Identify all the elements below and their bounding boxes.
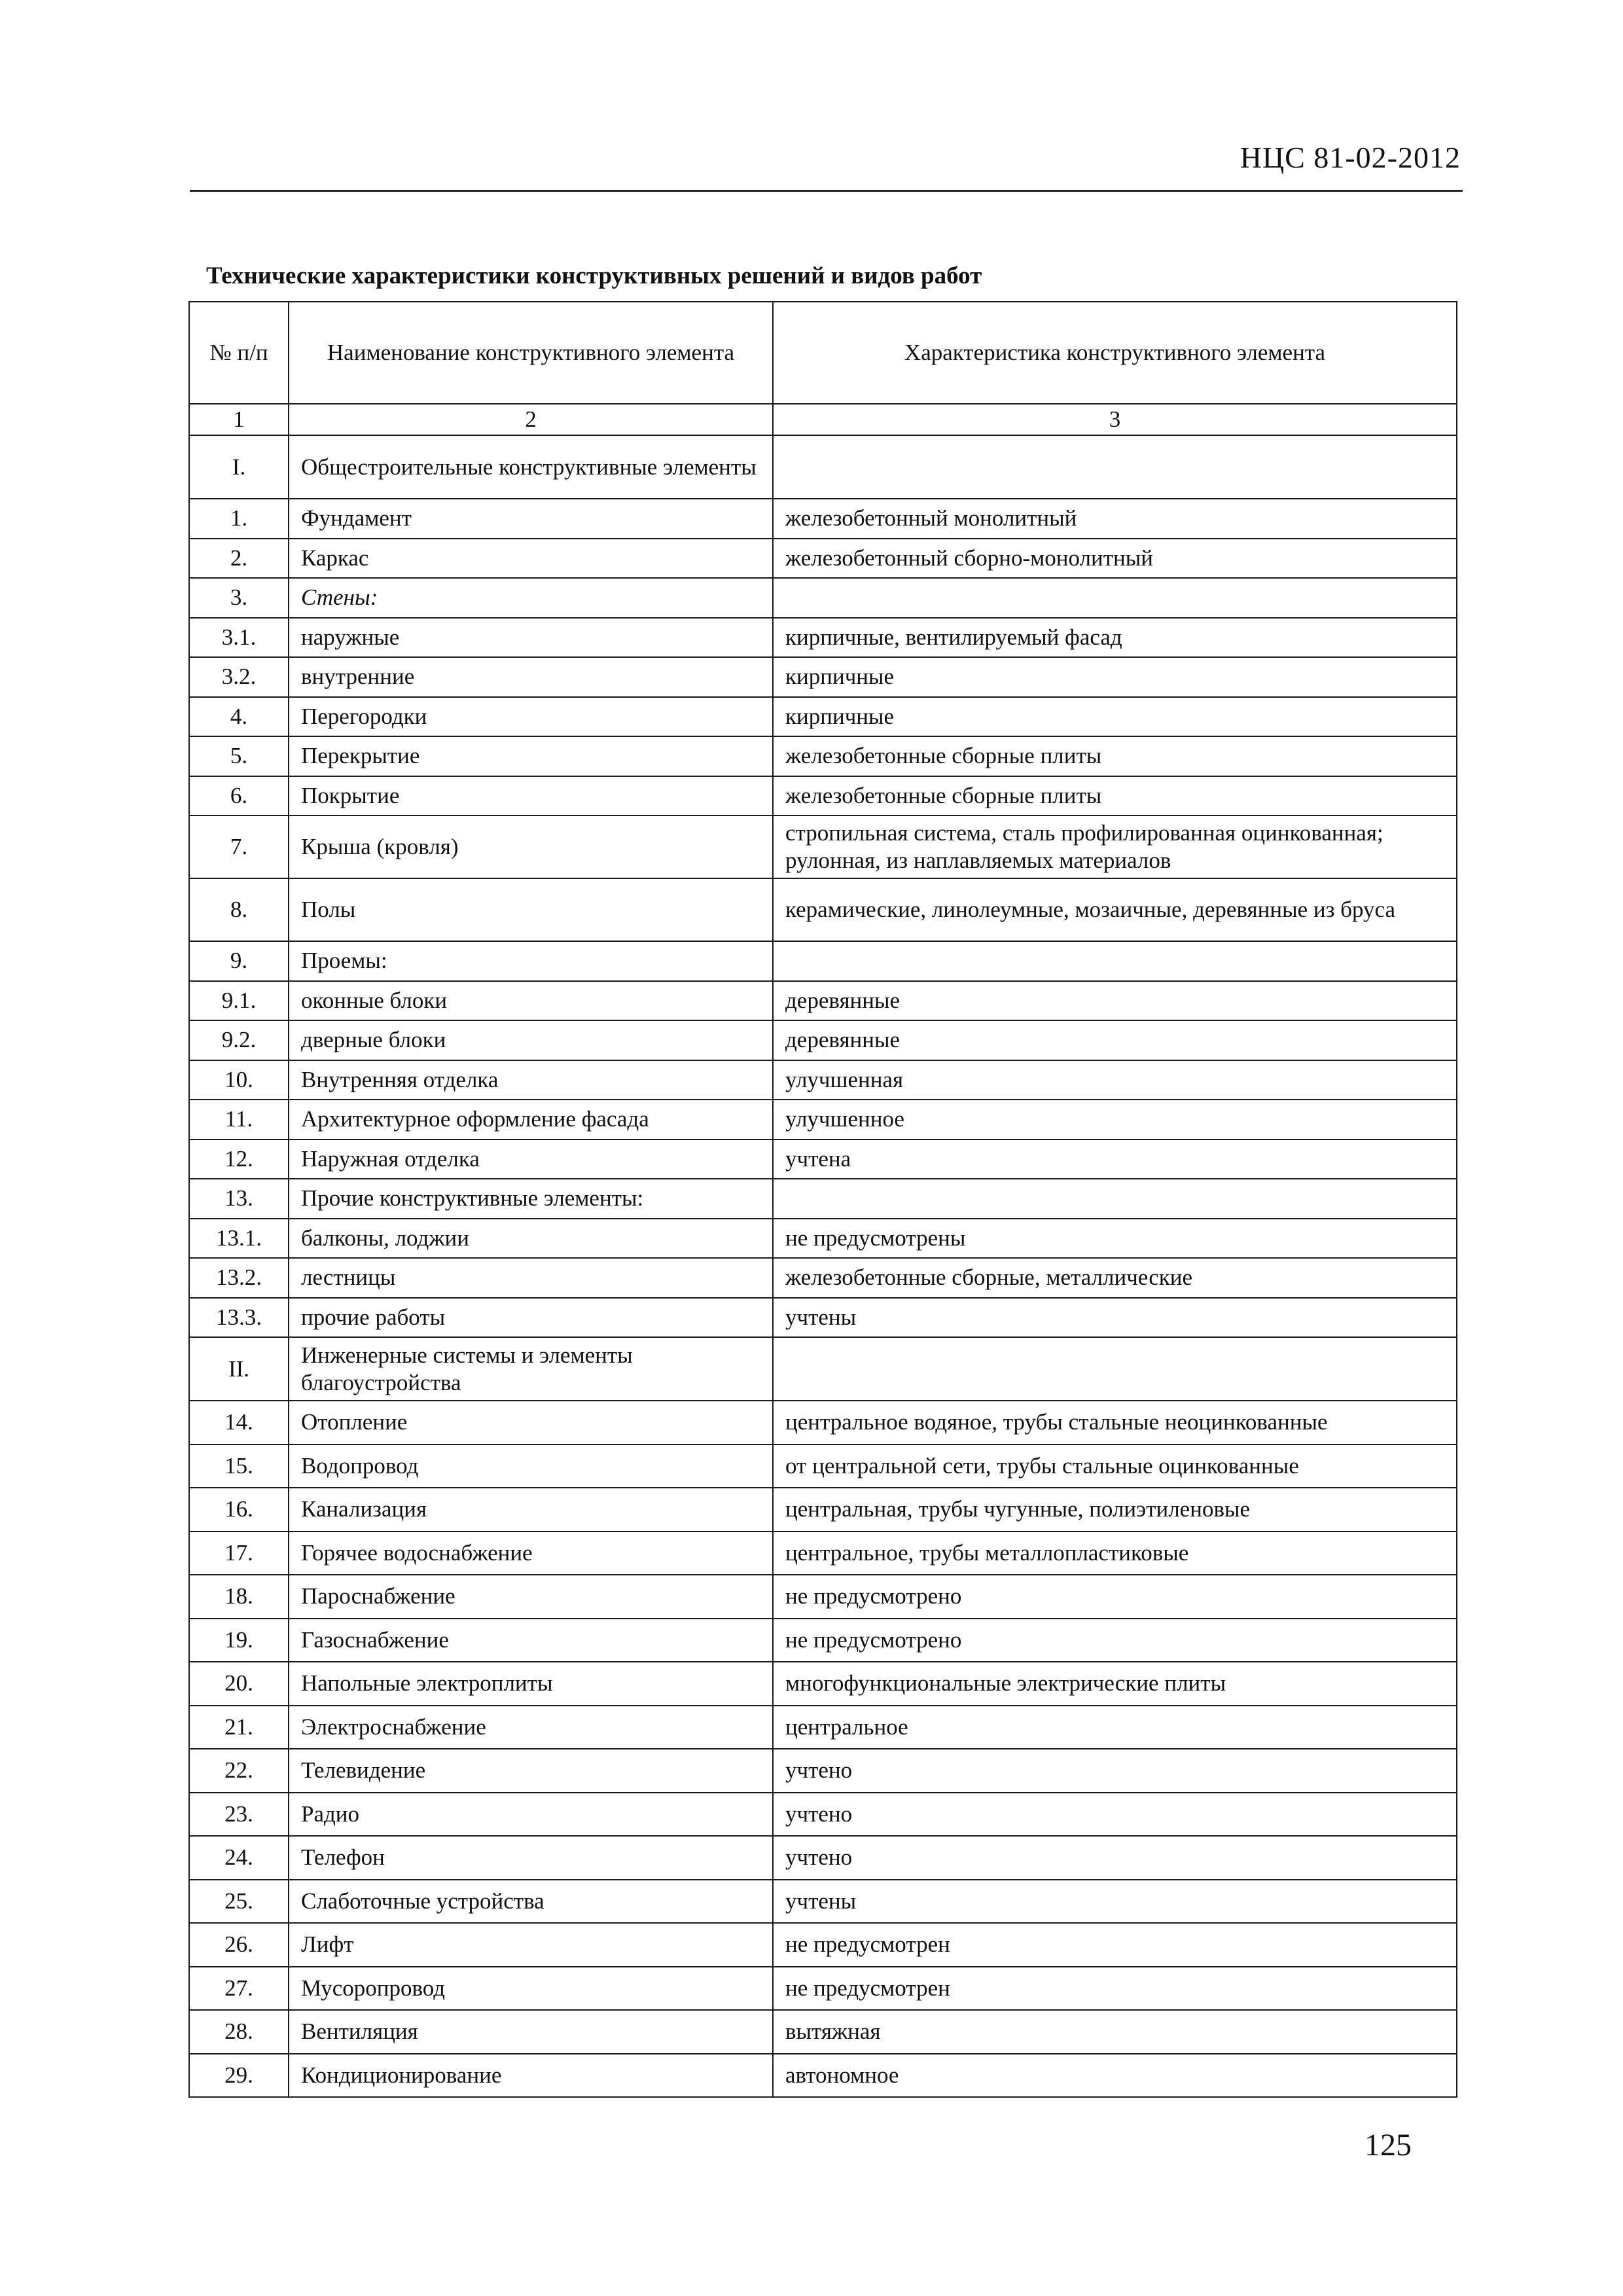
element-characteristic: не предусмотрены <box>773 1219 1457 1259</box>
row-number: 23. <box>189 1793 289 1837</box>
row-number: 3. <box>189 578 289 618</box>
element-characteristic: не предусмотрено <box>773 1619 1457 1662</box>
table-row <box>189 499 1457 539</box>
element-characteristic: деревянные <box>773 981 1457 1021</box>
element-name: прочие работы <box>289 1298 773 1338</box>
row-number: 18. <box>189 1575 289 1619</box>
element-name: Пароснабжение <box>289 1575 773 1619</box>
characteristics-table <box>188 301 1457 2098</box>
table-header-row <box>189 302 1457 404</box>
element-name: Водопровод <box>289 1444 773 1488</box>
table-row <box>189 539 1457 579</box>
element-characteristic: стропильная система, сталь профилированная оцинкованная; рулонная, из наплавляемых материалов <box>773 816 1457 878</box>
column-number: 2 <box>289 404 773 435</box>
row-number: 9.1. <box>189 981 289 1021</box>
row-number: 13.3. <box>189 1298 289 1338</box>
table-row <box>189 981 1457 1021</box>
element-characteristic: учтено <box>773 1793 1457 1837</box>
table-row <box>189 1880 1457 1924</box>
table-row <box>189 941 1457 981</box>
table-row <box>189 1706 1457 1749</box>
row-number: 17. <box>189 1532 289 1575</box>
table-row <box>189 1488 1457 1532</box>
table-row <box>189 1532 1457 1575</box>
row-number: 9.2. <box>189 1020 289 1060</box>
element-characteristic: центральное, трубы металлопластиковые <box>773 1532 1457 1575</box>
element-characteristic: центральная, трубы чугунные, полиэтиленовые <box>773 1488 1457 1532</box>
element-characteristic: центральное <box>773 1706 1457 1749</box>
column-number: 1 <box>189 404 289 435</box>
element-characteristic: деревянные <box>773 1020 1457 1060</box>
element-name: оконные блоки <box>289 981 773 1021</box>
header-name: Наименование конструктивного элемента <box>289 302 773 404</box>
element-characteristic: не предусмотрен <box>773 1967 1457 2011</box>
element-characteristic <box>773 1337 1457 1401</box>
table-row <box>189 1139 1457 1179</box>
table-row <box>189 1298 1457 1338</box>
element-characteristic: улучшенная <box>773 1060 1457 1100</box>
table-row <box>189 1258 1457 1298</box>
element-characteristic: учтено <box>773 1749 1457 1793</box>
row-number: 24. <box>189 1836 289 1880</box>
element-name: Горячее водоснабжение <box>289 1532 773 1575</box>
row-number: 8. <box>189 878 289 941</box>
element-name: Стены: <box>289 578 773 618</box>
table-row <box>189 618 1457 658</box>
table-row <box>189 1179 1457 1219</box>
element-name: Внутренняя отделка <box>289 1060 773 1100</box>
element-name: Телефон <box>289 1836 773 1880</box>
element-name: Напольные электроплиты <box>289 1662 773 1706</box>
element-characteristic: железобетонные сборные плиты <box>773 776 1457 816</box>
row-number: 10. <box>189 1060 289 1100</box>
element-name: Полы <box>289 878 773 941</box>
table-row <box>189 1836 1457 1880</box>
row-number: 13. <box>189 1179 289 1219</box>
row-number: 13.1. <box>189 1219 289 1259</box>
element-name: Перекрытие <box>289 736 773 776</box>
table-row <box>189 1337 1457 1401</box>
row-number: 7. <box>189 816 289 878</box>
element-characteristic: железобетонные сборные плиты <box>773 736 1457 776</box>
row-number: 25. <box>189 1880 289 1924</box>
row-number: 6. <box>189 776 289 816</box>
table-row <box>189 1662 1457 1706</box>
element-characteristic: учтена <box>773 1139 1457 1179</box>
table-row <box>189 1967 1457 2011</box>
table-row <box>189 2010 1457 2054</box>
element-characteristic: центральное водяное, трубы стальные неоцинкованные <box>773 1401 1457 1444</box>
page-number: 125 <box>1364 2128 1412 2162</box>
row-number: 19. <box>189 1619 289 1662</box>
element-characteristic <box>773 1179 1457 1219</box>
element-characteristic <box>773 435 1457 499</box>
element-name: Инженерные системы и элементы благоустройства <box>289 1337 773 1401</box>
table-row <box>189 697 1457 737</box>
element-name: Отопление <box>289 1401 773 1444</box>
header-number: № п/п <box>189 302 289 404</box>
element-name: Слаботочные устройства <box>289 1880 773 1924</box>
table-row <box>189 1060 1457 1100</box>
row-number: 2. <box>189 539 289 579</box>
row-number: 16. <box>189 1488 289 1532</box>
element-characteristic: керамические, линолеумные, мозаичные, деревянные из бруса <box>773 878 1457 941</box>
column-number: 3 <box>773 404 1457 435</box>
element-name: внутренние <box>289 657 773 697</box>
element-characteristic: учтено <box>773 1836 1457 1880</box>
element-name: Наружная отделка <box>289 1139 773 1179</box>
row-number: 29. <box>189 2054 289 2098</box>
row-number: 3.1. <box>189 618 289 658</box>
element-characteristic: кирпичные <box>773 697 1457 737</box>
element-name: Мусоропровод <box>289 1967 773 2011</box>
element-characteristic: автономное <box>773 2054 1457 2098</box>
table-row <box>189 657 1457 697</box>
row-number: I. <box>189 435 289 499</box>
table-row <box>189 1749 1457 1793</box>
table-row <box>189 435 1457 499</box>
element-name: Телевидение <box>289 1749 773 1793</box>
row-number: 14. <box>189 1401 289 1444</box>
table-row <box>189 776 1457 816</box>
table-row <box>189 1619 1457 1662</box>
element-name: Лифт <box>289 1923 773 1967</box>
column-numbers-row <box>189 404 1457 435</box>
row-number: 15. <box>189 1444 289 1488</box>
row-number: 28. <box>189 2010 289 2054</box>
row-number: 9. <box>189 941 289 981</box>
header-rule <box>190 190 1463 192</box>
element-characteristic: кирпичные <box>773 657 1457 697</box>
table-row <box>189 1923 1457 1967</box>
element-characteristic: учтены <box>773 1880 1457 1924</box>
element-name: Газоснабжение <box>289 1619 773 1662</box>
document-code: НЦС 81-02-2012 <box>1240 141 1461 174</box>
element-name: Канализация <box>289 1488 773 1532</box>
element-characteristic: железобетонный сборно-монолитный <box>773 539 1457 579</box>
table-row <box>189 1575 1457 1619</box>
element-characteristic: улучшенное <box>773 1100 1457 1139</box>
row-number: 13.2. <box>189 1258 289 1298</box>
row-number: 27. <box>189 1967 289 2011</box>
header-characteristic: Характеристика конструктивного элемента <box>773 302 1457 404</box>
table-row <box>189 1100 1457 1139</box>
table-row <box>189 1444 1457 1488</box>
element-characteristic: вытяжная <box>773 2010 1457 2054</box>
element-characteristic: многофункциональные электрические плиты <box>773 1662 1457 1706</box>
row-number: 22. <box>189 1749 289 1793</box>
element-characteristic: железобетонный монолитный <box>773 499 1457 539</box>
table-row <box>189 736 1457 776</box>
row-number: II. <box>189 1337 289 1401</box>
row-number: 4. <box>189 697 289 737</box>
row-number: 26. <box>189 1923 289 1967</box>
row-number: 1. <box>189 499 289 539</box>
table-row <box>189 578 1457 618</box>
element-characteristic <box>773 578 1457 618</box>
element-name: Прочие конструктивные элементы: <box>289 1179 773 1219</box>
table-row <box>189 878 1457 941</box>
element-characteristic: не предусмотрен <box>773 1923 1457 1967</box>
element-name: дверные блоки <box>289 1020 773 1060</box>
element-name: Каркас <box>289 539 773 579</box>
table-row <box>189 1401 1457 1444</box>
table-title: Технические характеристики конструктивных решений и видов работ <box>206 262 982 289</box>
element-characteristic <box>773 941 1457 981</box>
row-number: 12. <box>189 1139 289 1179</box>
element-name: наружные <box>289 618 773 658</box>
element-name: Архитектурное оформление фасада <box>289 1100 773 1139</box>
row-number: 21. <box>189 1706 289 1749</box>
element-name: Электроснабжение <box>289 1706 773 1749</box>
element-name: Перегородки <box>289 697 773 737</box>
element-name: Проемы: <box>289 941 773 981</box>
table-row <box>189 1793 1457 1837</box>
element-name: Крыша (кровля) <box>289 816 773 878</box>
table-row <box>189 1219 1457 1259</box>
element-characteristic: не предусмотрено <box>773 1575 1457 1619</box>
element-characteristic: кирпичные, вентилируемый фасад <box>773 618 1457 658</box>
element-characteristic: железобетонные сборные, металлические <box>773 1258 1457 1298</box>
element-name: Покрытие <box>289 776 773 816</box>
element-name: Радио <box>289 1793 773 1837</box>
element-name: балконы, лоджии <box>289 1219 773 1259</box>
row-number: 3.2. <box>189 657 289 697</box>
element-characteristic: учтены <box>773 1298 1457 1338</box>
row-number: 5. <box>189 736 289 776</box>
table-row <box>189 1020 1457 1060</box>
table-row <box>189 2054 1457 2098</box>
row-number: 20. <box>189 1662 289 1706</box>
element-characteristic: от центральной сети, трубы стальные оцинкованные <box>773 1444 1457 1488</box>
table-row <box>189 816 1457 878</box>
element-name: Вентиляция <box>289 2010 773 2054</box>
row-number: 11. <box>189 1100 289 1139</box>
element-name: Кондиционирование <box>289 2054 773 2098</box>
element-name: лестницы <box>289 1258 773 1298</box>
element-name: Фундамент <box>289 499 773 539</box>
element-name: Общестроительные конструктивные элементы <box>289 435 773 499</box>
